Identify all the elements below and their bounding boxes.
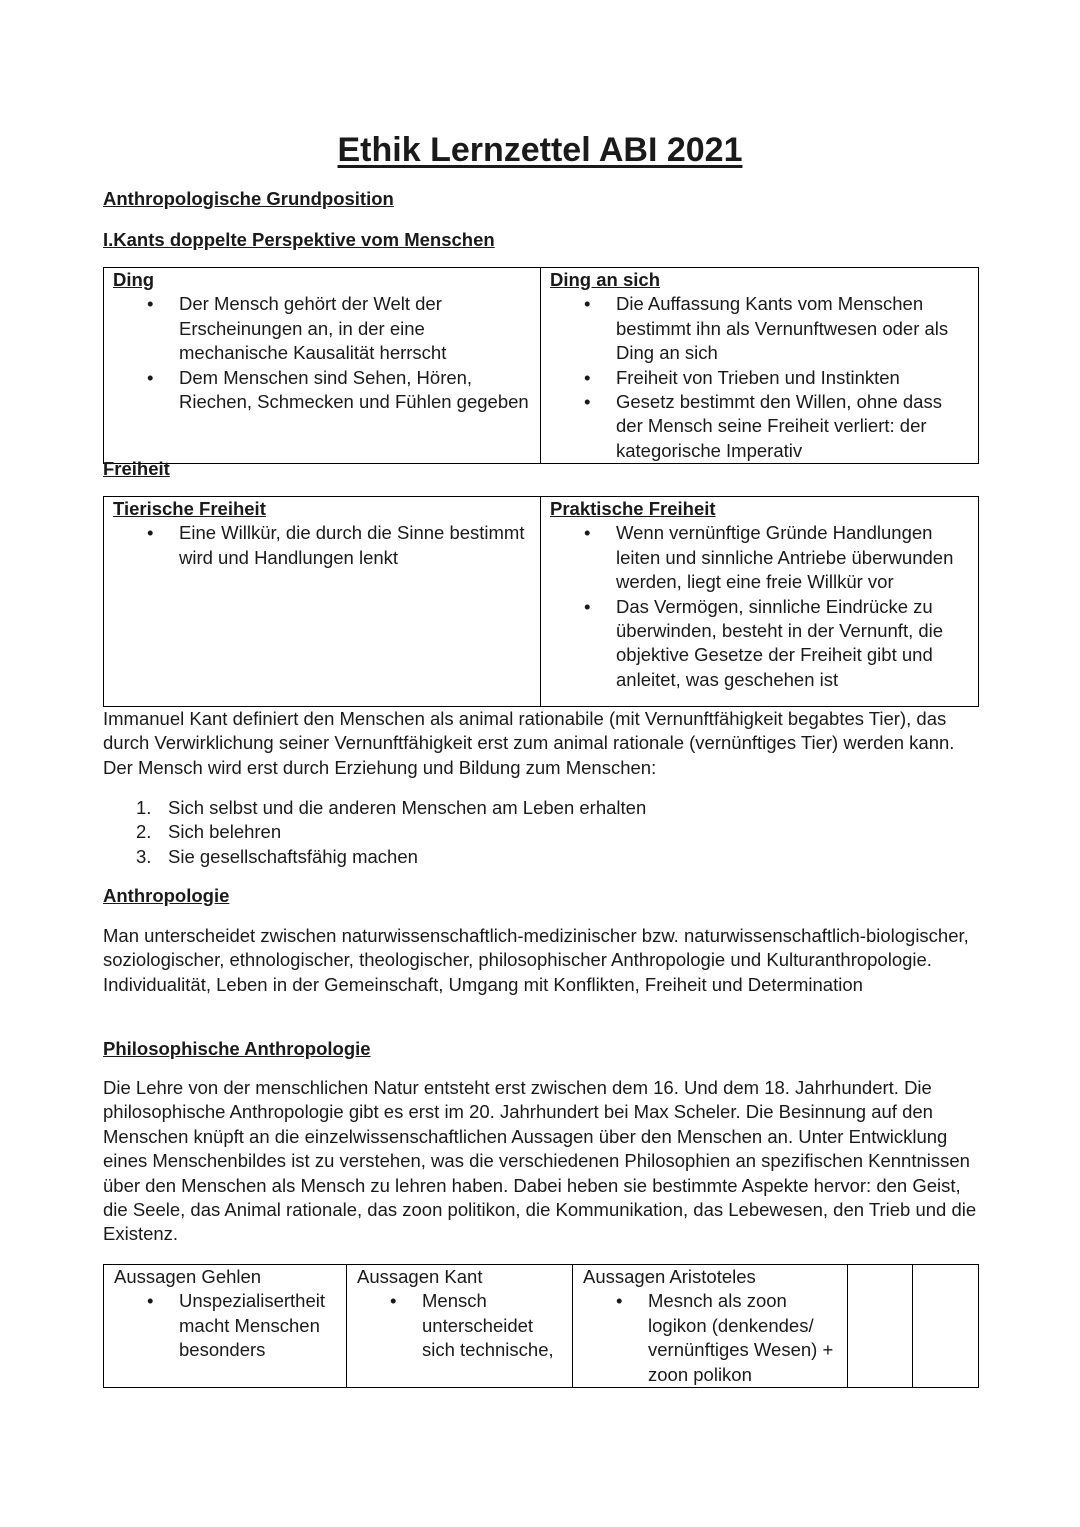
list-item: 3. Sie gesellschaftsfähig machen [136, 845, 418, 867]
cell-praktische-freiheit [541, 497, 979, 707]
list-item: • Eine Willkür, die durch die Sinne bestimmt wird und Handlungen lenkt [113, 521, 532, 570]
cell-header-ding-an-sich: Ding an sich [550, 269, 660, 290]
cell-aussagen-aristoteles [573, 1265, 848, 1388]
list-gehlen [114, 1289, 340, 1362]
paragraph-kant-definition: Immanuel Kant definiert den Menschen als animal rationabile (mit Vernunftfähigkeit begabtes Tier), das durch Verwirklichung seiner Vernunftfähigkeit erst zum animal rationale (vernünftiges Tier) werden kann. Der Mensch wird erst durch Erziehung und Bildung zum Menschen: [103, 708, 955, 778]
heading-philosophische-anthropologie: Philosophische Anthropologie [103, 1038, 371, 1059]
table-aussagen [103, 1264, 979, 1388]
cell-tierische-freiheit [104, 497, 541, 707]
list-item: • Mesnch als zoon logikon (denkendes/ vernünftiges Wesen) + zoon polikon [583, 1289, 841, 1387]
heading-anthropologie: Anthropologie [103, 885, 230, 906]
document-title: Ethik Lernzettel ABI 2021 [337, 131, 743, 169]
list-item: • Freiheit von Trieben und Instinkten [550, 366, 970, 390]
paragraph-philosophische-anthropologie: Die Lehre von der menschlichen Natur entsteht erst zwischen dem 16. Und dem 18. Jahrhundert. Die philosophische Anthropologie gibt es erst im 20. Jahrhundert bei Max Scheler. Die Besinnung auf den Menschen knüpft an die einzelwissenschaftlichen Aussagen über den Menschen an. Unter Entwicklung eines Menschenbildes ist zu verstehen, was die verschiedenen Philosophien an spezifischen Kenntnissen über den Menschen als Mensch zu lehren haben. Dabei heben sie bestimmte Aspekte hervor: den Geist, die Seele, das Animal rationale, das zoon politikon, die Kommunikation, das Lebewesen, den Trieb und die Existenz. [103, 1077, 977, 1245]
cell-header-tierische-freiheit: Tierische Freiheit [113, 498, 266, 519]
list-kant [357, 1289, 566, 1362]
cell-header-gehlen: Aussagen Gehlen [114, 1266, 262, 1287]
cell-ding-an-sich [541, 268, 979, 464]
list-item: • Der Mensch gehört der Welt der Erscheinungen an, in der eine mechanische Kausalität herrscht [113, 292, 532, 365]
cell-header-praktische-freiheit: Praktische Freiheit [550, 498, 716, 519]
cell-header-kant: Aussagen Kant [357, 1266, 483, 1287]
list-tierische-freiheit [113, 521, 532, 570]
list-ding-an-sich [550, 292, 970, 463]
list-item: • Wenn vernünftige Gründe Handlungen leiten und sinnliche Antriebe überwunden werden, liegt eine freie Willkür vor [550, 521, 970, 594]
paragraph-anthropologie: Man unterscheidet zwischen naturwissenschaftlich-medizinischer bzw. naturwissenschaftlich-biologischer, soziologischer, ethnologischer, theologischer, philosophischer Anthropologie und Kulturanthropologie. Individualität, Leben in der Gemeinschaft, Umgang mit Konflikten, Freiheit und Determination [103, 925, 969, 995]
cell-aussagen-gehlen [104, 1265, 347, 1388]
cell-empty [848, 1265, 913, 1388]
list-item: • Gesetz bestimmt den Willen, ohne dass der Mensch seine Freiheit verliert: der kategorische Imperativ [550, 390, 970, 463]
heading-freiheit: Freiheit [103, 458, 170, 479]
list-item: • Dem Menschen sind Sehen, Hören, Riechen, Schmecken und Fühlen gegeben [113, 366, 532, 415]
list-item: • Unspezialisertheit macht Menschen besonders [114, 1289, 340, 1362]
list-aristoteles [583, 1289, 841, 1387]
list-item: 2. Sich belehren [136, 821, 282, 843]
list-item: • Das Vermögen, sinnliche Eindrücke zu überwinden, besteht in der Vernunft, die objektive Gesetze der Freiheit gibt und anleitet, was geschehen ist [550, 595, 970, 693]
heading-kants-perspektive: I.Kants doppelte Perspektive vom Menschen [103, 229, 495, 250]
table-freiheit [103, 496, 979, 707]
cell-ding [104, 268, 541, 464]
list-item: • Die Auffassung Kants vom Menschen bestimmt ihn als Vernunftwesen oder als Ding an sich [550, 292, 970, 365]
numbered-list [103, 796, 977, 869]
list-ding [113, 292, 532, 414]
cell-header-aristoteles: Aussagen Aristoteles [583, 1266, 756, 1287]
cell-empty [913, 1265, 979, 1388]
list-praktische-freiheit [550, 521, 970, 692]
list-item: • Mensch unterscheidet sich technische, [357, 1289, 566, 1362]
heading-anthropologische-grundposition: Anthropologische Grundposition [103, 188, 394, 209]
table-ding [103, 267, 979, 464]
cell-aussagen-kant [347, 1265, 573, 1388]
list-item: 1. Sich selbst und die anderen Menschen am Leben erhalten [136, 797, 647, 818]
cell-header-ding: Ding [113, 269, 155, 290]
